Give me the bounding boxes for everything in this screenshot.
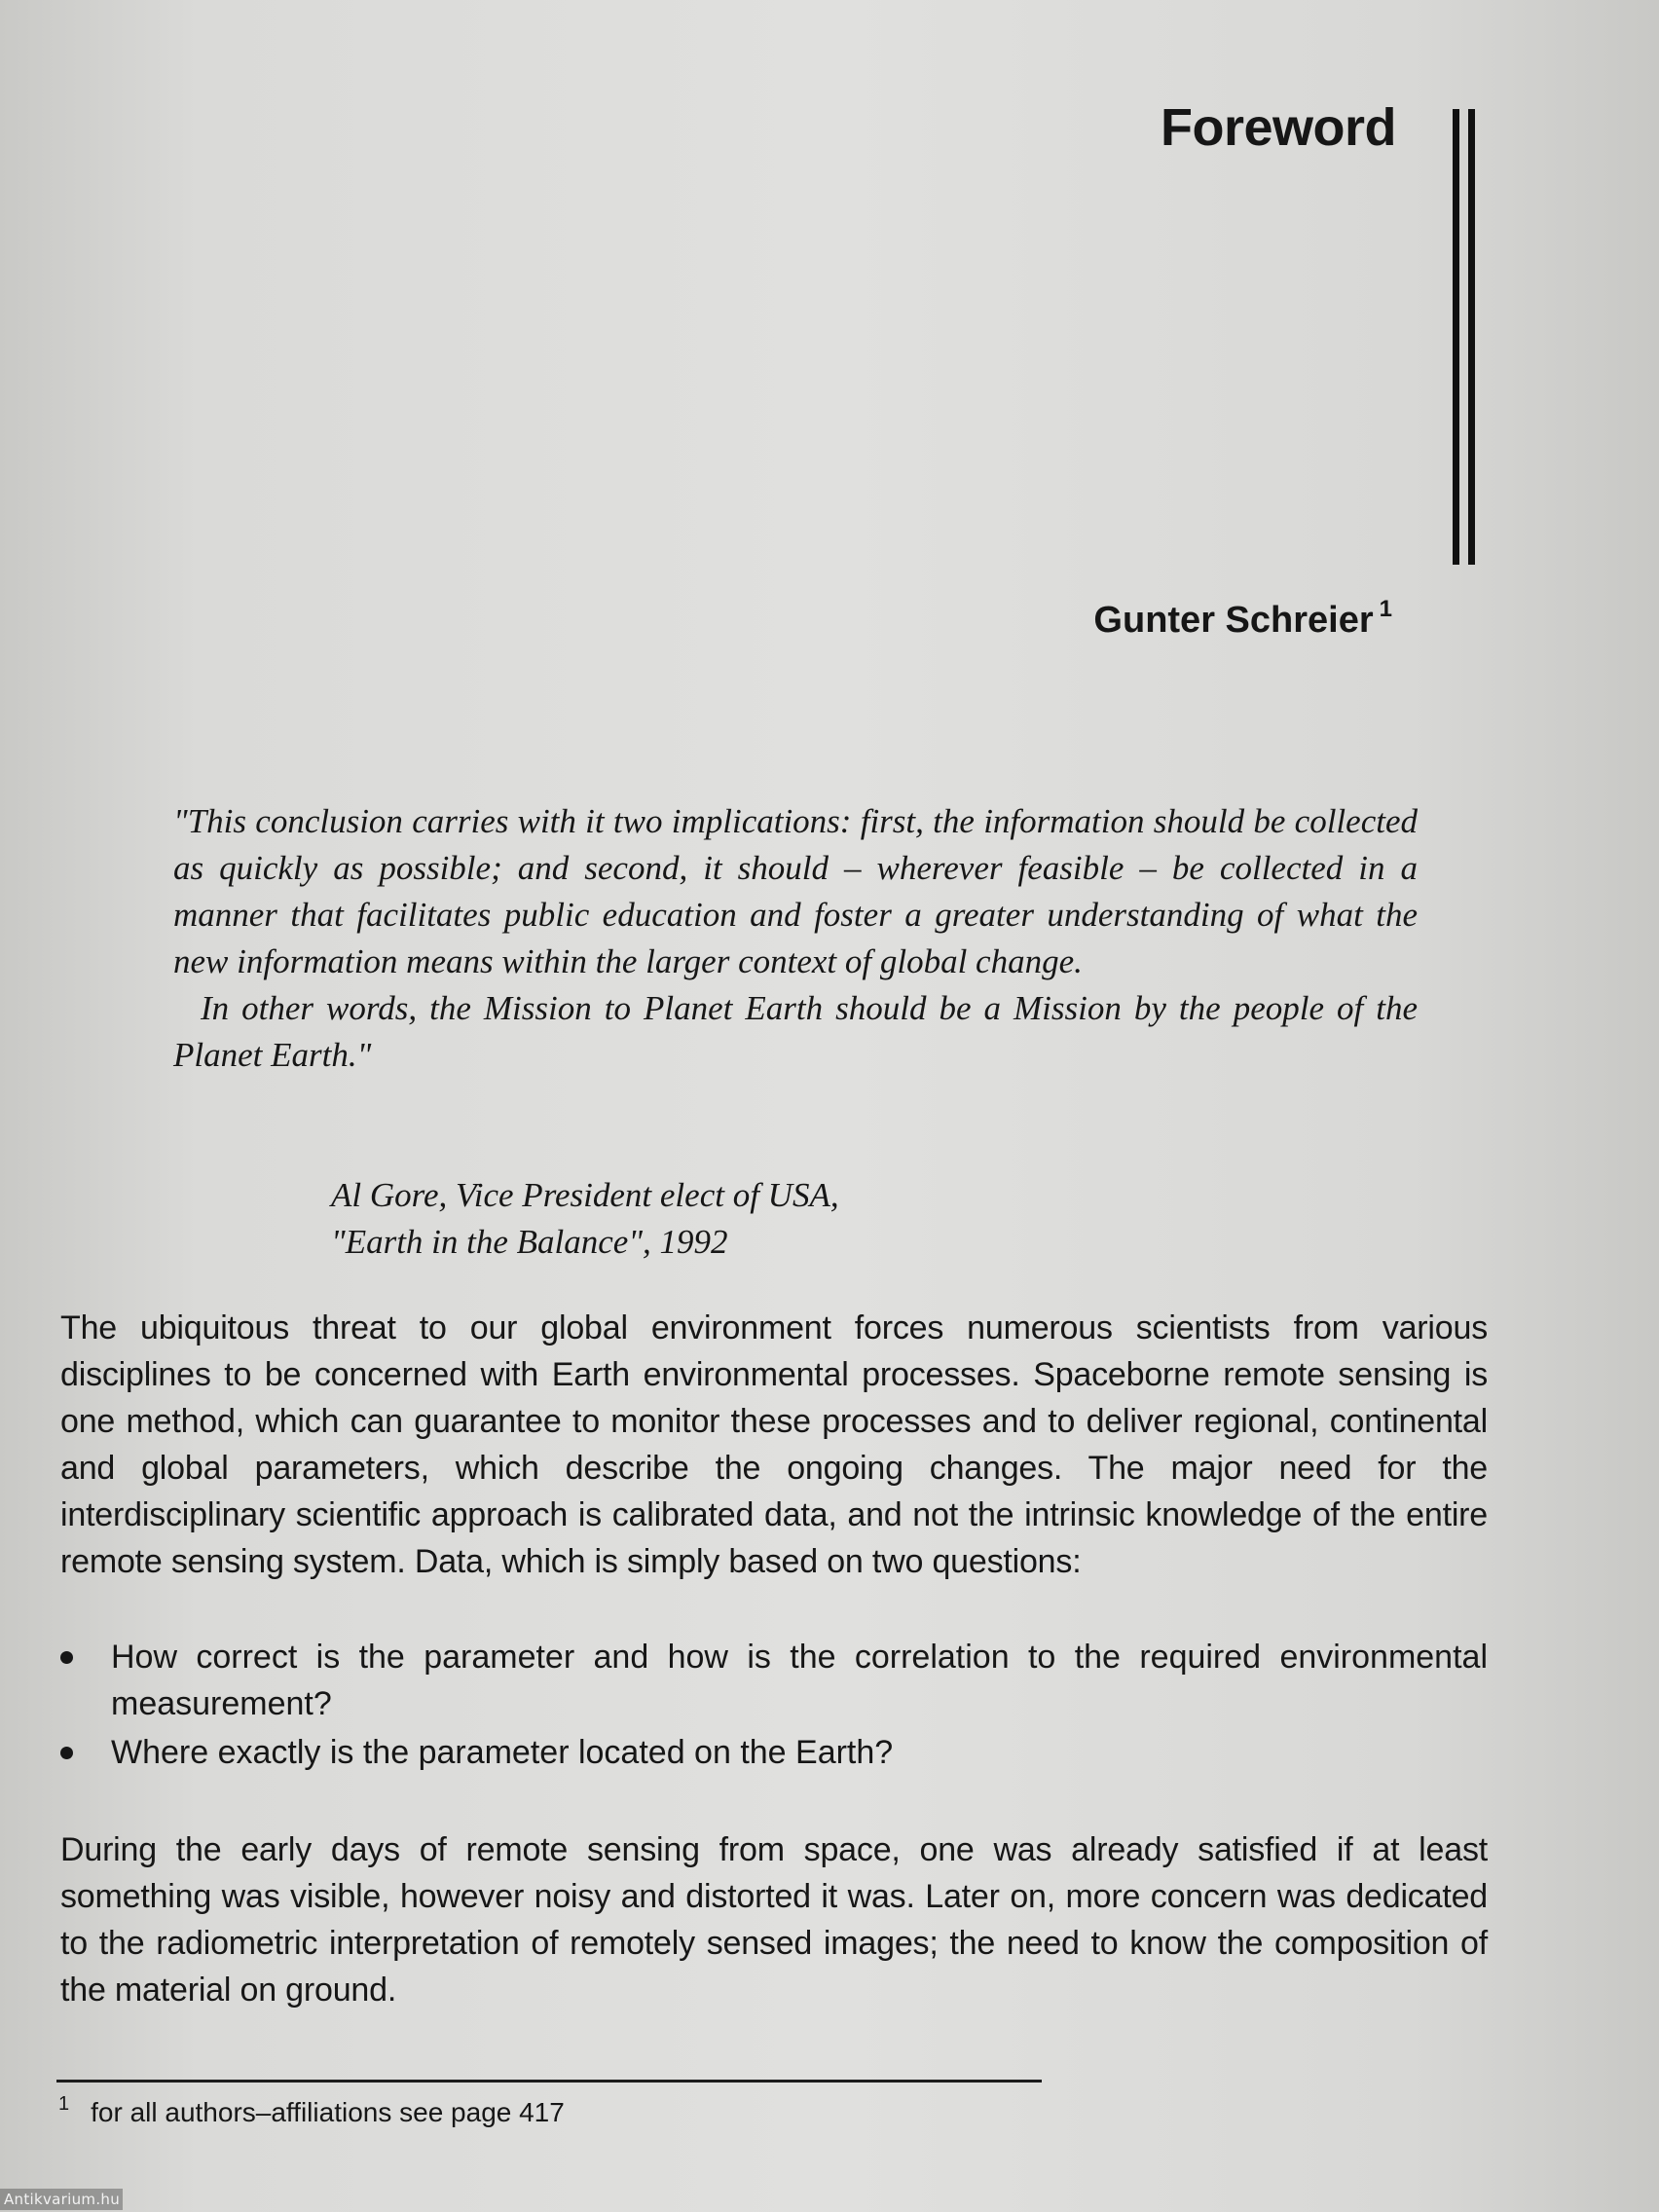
footnote-text: for all authors–affiliations see page 417 [91, 2097, 565, 2127]
body-paragraph-1: The ubiquitous threat to our global environment forces numerous scientists from various disciplines to be concerned with Earth environmental processes. Spaceborne remote sensing is one method, which can guarantee to monitor these processes and to deliver regional, continental and global parameters, which describe the ongoing changes. The major need for the interdisciplinary scientific approach is calibrated data, and not the intrinsic knowledge of the entire remote sensing system. Data, which is simply based on two questions: [60, 1309, 1488, 1580]
bullet-list [60, 1634, 1488, 1778]
author-name-text: Gunter Schreier [1093, 600, 1374, 641]
epigraph-quote [173, 798, 1418, 1079]
list-item [60, 1729, 1488, 1776]
title-vertical-bar-right [1468, 109, 1475, 565]
quote-paragraph-2: In other words, the Mission to Planet Earth should be a Mission by the people of the Planet Earth." [173, 989, 1418, 1074]
body-paragraph-2: During the early days of remote sensing from space, one was already satisfied if at least something was visible, however noisy and distorted it was. Later on, more concern was dedicated to the radiometric interpretation of remotely sensed images; the need to know the composition of the material on ground. [60, 1831, 1488, 2009]
footnote-divider [56, 2080, 1042, 2083]
list-item [60, 1634, 1488, 1727]
quote-paragraph-1: "This conclusion carries with it two implications: first, the information should be collected as quickly as possible; and second, it should – wherever feasible – be collected in a manner that facilitates public education and foster a greater understanding of what the new information means within the larger context of global change. [173, 802, 1418, 980]
footnote-mark: 1 [58, 2093, 70, 2115]
list-item-text: Where exactly is the parameter located on the Earth? [111, 1734, 894, 1771]
list-item-text: How correct is the parameter and how is the correlation to the required environmental measurement? [111, 1639, 1488, 1722]
author-name [1093, 596, 1392, 642]
footnote [58, 2093, 565, 2128]
title-vertical-bar-left [1453, 109, 1459, 565]
page-title: Foreword [1160, 98, 1396, 157]
bullet-icon [60, 1651, 73, 1664]
attribution-line-1: Al Gore, Vice President elect of USA, [331, 1176, 839, 1214]
author-footnote-mark: 1 [1379, 596, 1392, 622]
watermark: Antikvarium.hu [4, 2191, 121, 2208]
attribution-line-2: "Earth in the Balance", 1992 [331, 1223, 728, 1261]
bullet-icon [60, 1747, 73, 1759]
quote-attribution [331, 1172, 839, 1266]
